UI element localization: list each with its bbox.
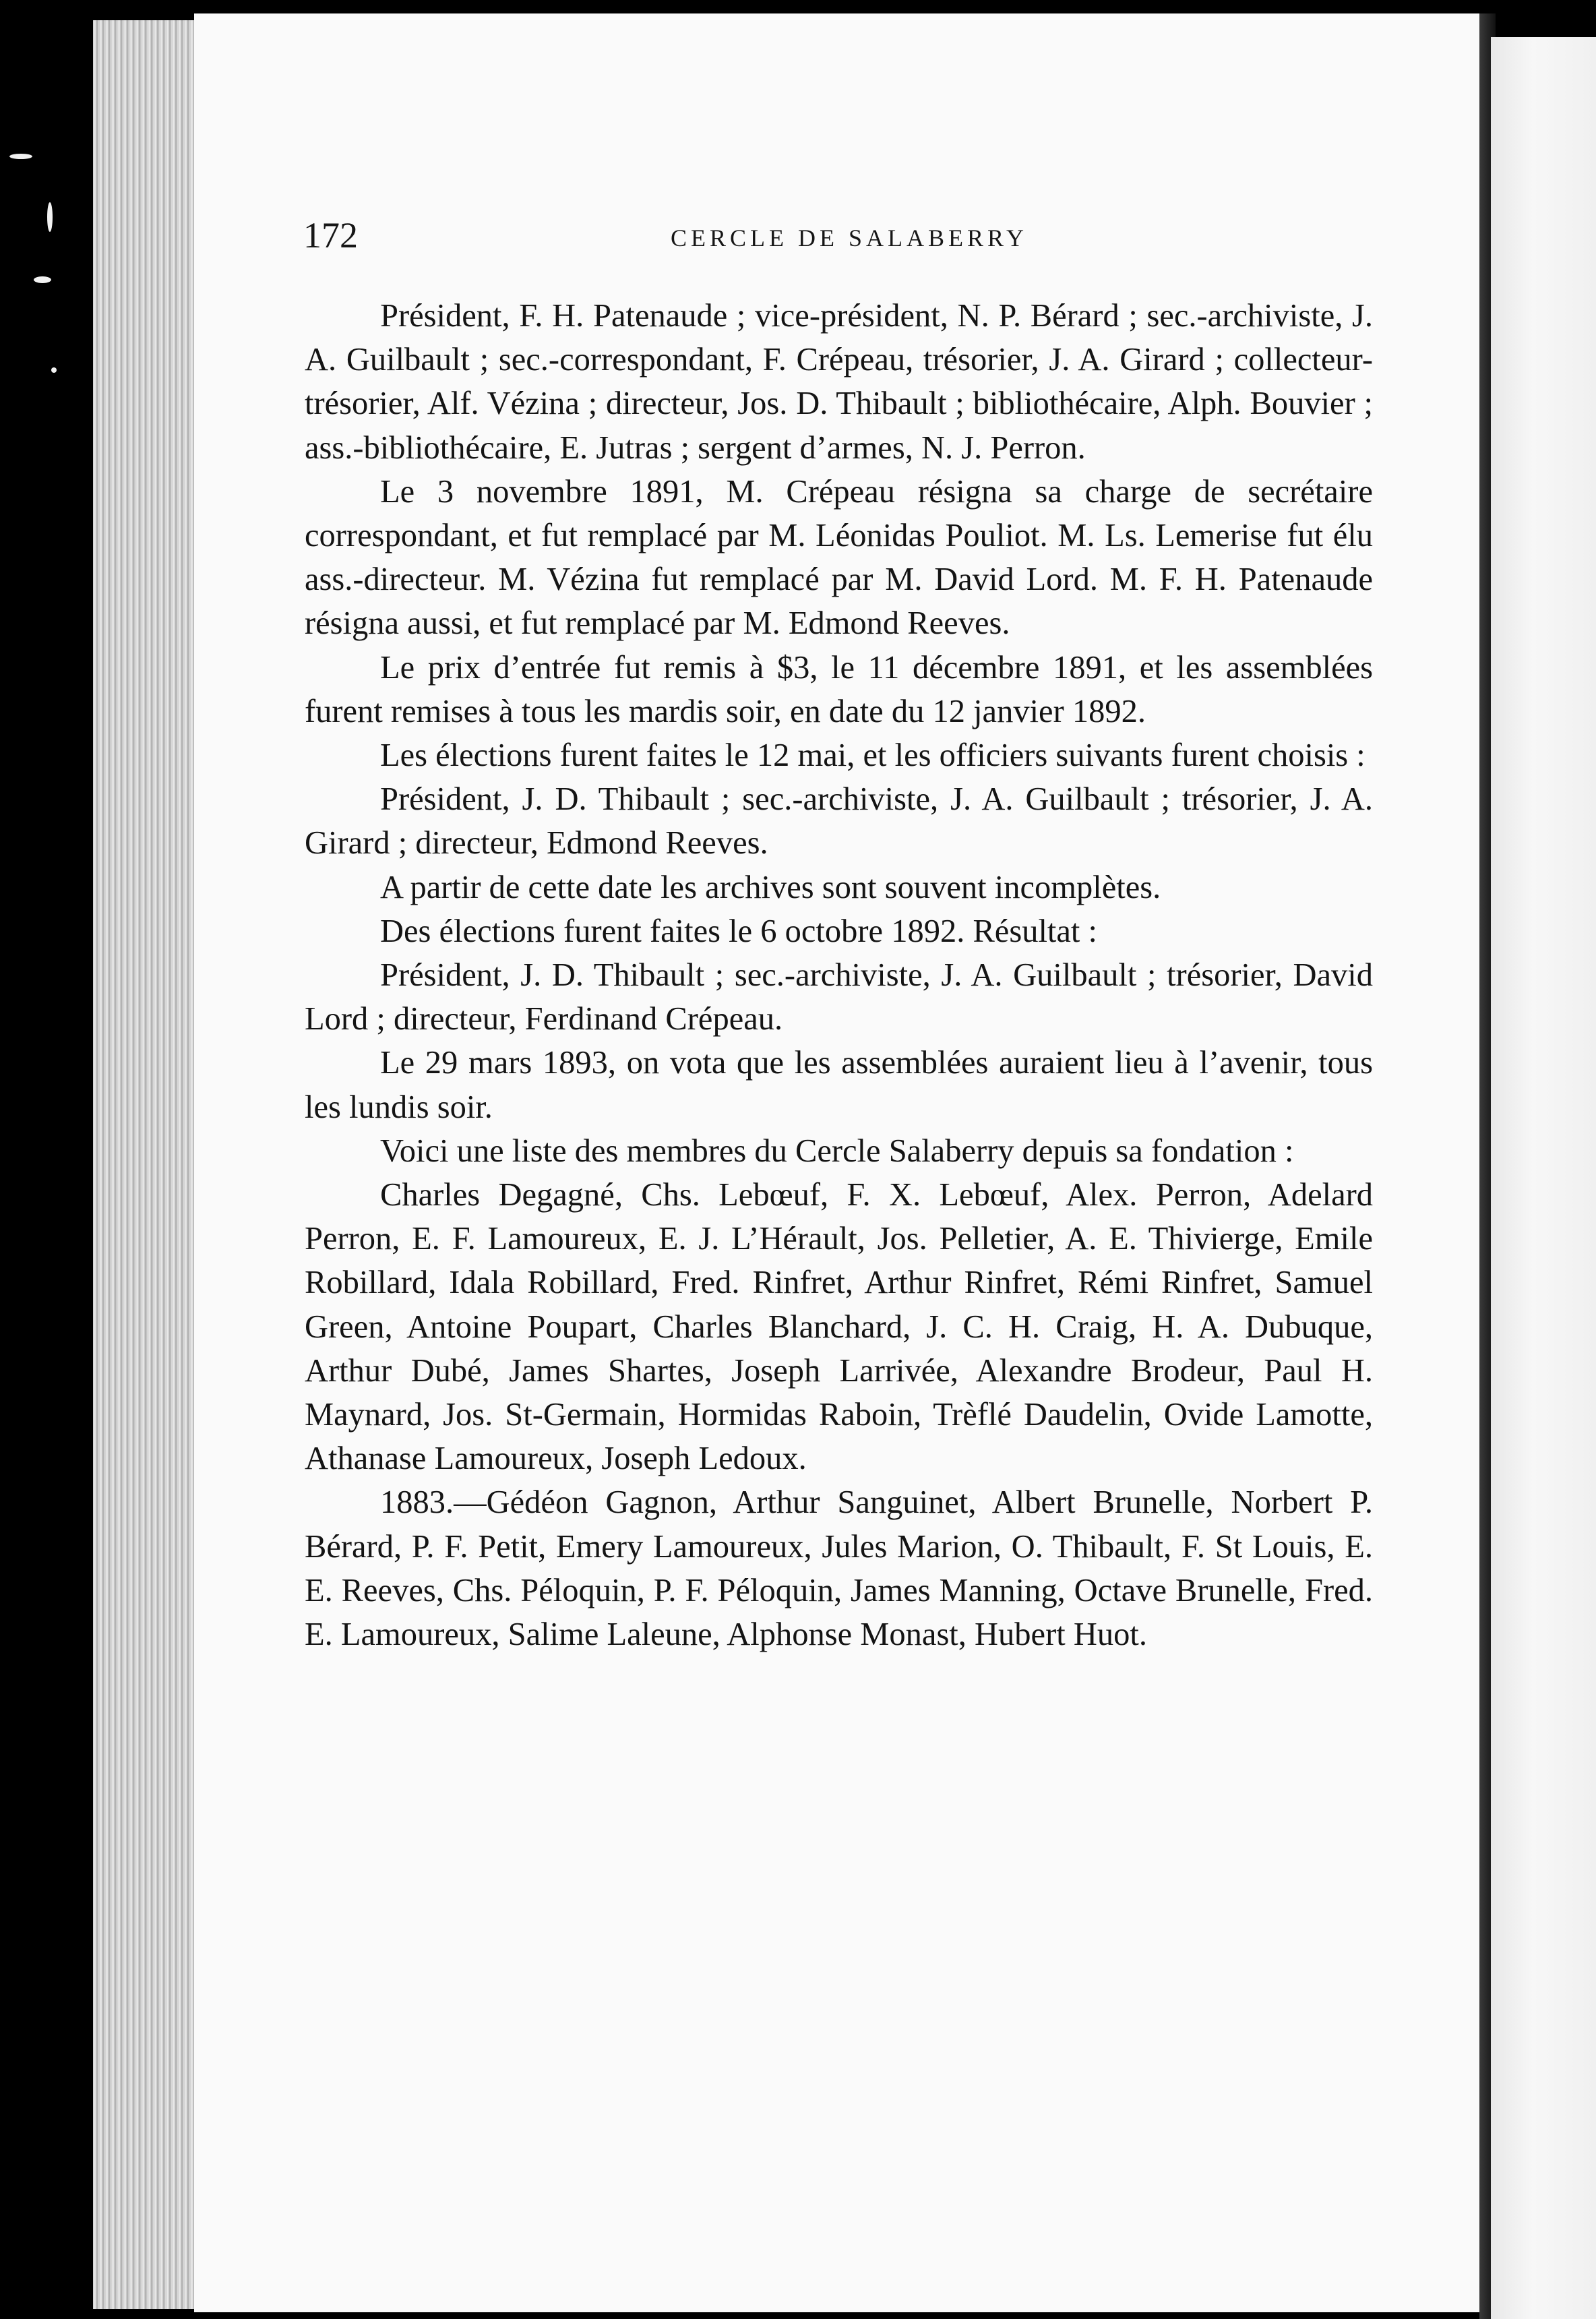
paragraph: Le prix d’entrée fut remis à $3, le 11 décembre 1891, et les assemblées furent remises à tous les mardis soir, en date du 12 janvier 1892. bbox=[305, 649, 1373, 729]
scan-speck bbox=[9, 154, 32, 159]
paragraph: Voici une liste des membres du Cercle Salaberry depuis sa fondation : bbox=[380, 1133, 1294, 1169]
page-header bbox=[303, 214, 1395, 262]
running-title: CERCLE DE SALABERRY bbox=[670, 224, 1029, 251]
paragraph: Le 3 novembre 1891, M. Crépeau résigna sa charge de secrétaire correspondant, et fut remplacé par M. Léonidas Pouliot. M. Ls. Lemerise fut élu ass.-directeur. M. Vézina fut remplacé par M. David Lord. M. F. H. Patenaude résigna aussi, et fut remplacé par M. Edmond Reeves. bbox=[305, 473, 1373, 642]
paragraph: Le 29 mars 1893, on vota que les assemblées auraient lieu à l’avenir, tous les lundis soir. bbox=[305, 1045, 1373, 1125]
page-stack-edge bbox=[93, 20, 194, 2309]
scan-speck bbox=[47, 202, 53, 232]
body-text bbox=[305, 294, 1373, 1656]
facing-page-edge bbox=[1491, 37, 1596, 2319]
paragraph: Charles Degagné, Chs. Lebœuf, F. X. Lebœuf, Alex. Perron, Adelard Perron, E. F. Lamoureux, E. J. L’Hérault, Jos. Pelletier, A. E. Thivierge, Emile Robillard, Idala Robillard, Fred. Rinfret, Arthur Rinfret, Rémi Rinfret, Samuel Green, Antoine Poupart, Charles Blanchard, J. C. H. Craig, H. A. Dubuque, Arthur Dubé, James Shartes, Joseph Larrivée, Alexandre Brodeur, Paul H. Maynard, Jos. St-Germain, Hormidas Raboin, Trèflé Daudelin, Ovide Lamotte, Athanase Lamoureux, Joseph Ledoux. bbox=[305, 1177, 1373, 1477]
paragraph: Président, J. D. Thibault ; sec.-archiviste, J. A. Guilbault ; trésorier, David Lord ; directeur, Ferdinand Crépeau. bbox=[305, 957, 1373, 1037]
paragraph: Président, F. H. Patenaude ; vice-président, N. P. Bérard ; sec.-archiviste, J. A. Guilbault ; sec.-correspondant, F. Crépeau, trésorier, J. A. Girard ; collecteur-trésorier, Alf. Vézina ; directeur, Jos. D. Thibault ; bibliothécaire, Alph. Bouvier ; ass.-bibliothécaire, E. Jutras ; sergent d’armes, N. J. Perron. bbox=[305, 298, 1373, 466]
paragraph: Les élections furent faites le 12 mai, et les officiers suivants furent choisis : bbox=[380, 737, 1365, 774]
paragraph: Des élections furent faites le 6 octobre 1892. Résultat : bbox=[380, 913, 1097, 949]
paragraph: 1883.—Gédéon Gagnon, Arthur Sanguinet, Albert Brunelle, Norbert P. Bérard, P. F. Petit, Emery Lamoureux, Jules Marion, O. Thibault, F. St Louis, E. E. Reeves, Chs. Péloquin, P. F. Péloquin, James Manning, Octave Brunelle, Fred. E. Lamoureux, Salime Laleune, Alphonse Monast, Hubert Huot. bbox=[305, 1484, 1373, 1653]
paragraph: A partir de cette date les archives sont souvent incomplètes. bbox=[380, 869, 1161, 905]
paragraph: Président, J. D. Thibault ; sec.-archiviste, J. A. Guilbault ; trésorier, J. A. Girard ; directeur, Edmond Reeves. bbox=[305, 781, 1373, 862]
scan-speck bbox=[34, 276, 51, 283]
page-number: 172 bbox=[303, 215, 358, 255]
scan-speck bbox=[51, 367, 57, 373]
